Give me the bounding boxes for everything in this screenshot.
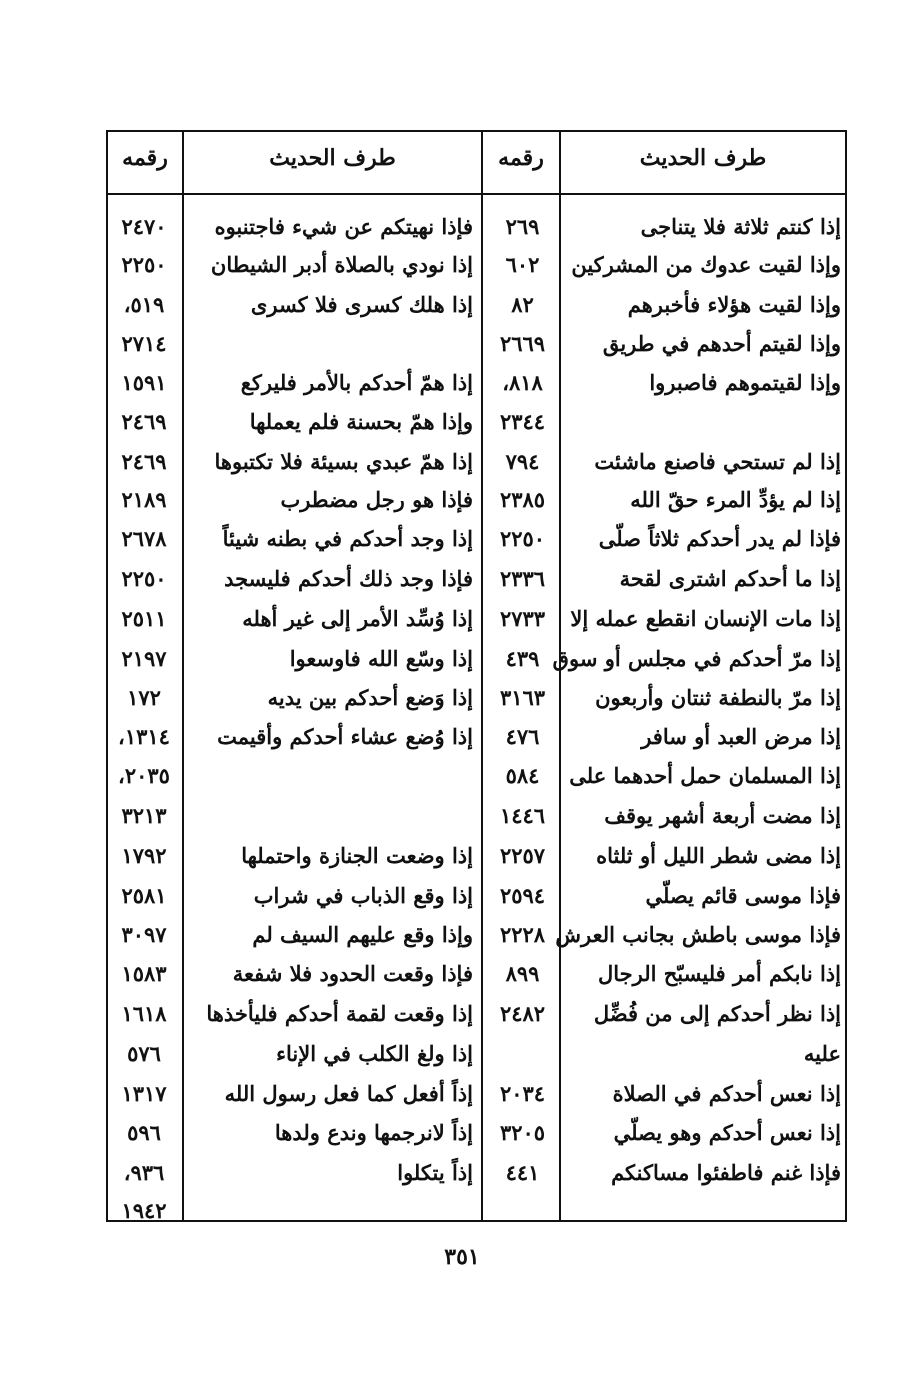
hadith-text-right: وإذا لقيت هؤلاء فأخبرهم: [627, 292, 841, 317]
table-row: [106, 1035, 847, 1073]
hadith-number-right: ٨٩٩: [505, 961, 540, 986]
table-row: [106, 718, 847, 756]
hadith-text-left: إذا همّ عبدي بسيئة فلا تكتبوها: [214, 449, 473, 474]
header-number-right: رقمه: [498, 145, 544, 171]
hadith-text-left: إذا وُسِّد الأمر إلى غير أهله: [242, 606, 473, 631]
hadith-number-right: ٣١٦٣: [499, 685, 546, 710]
hadith-number-right: ٢٦٩: [505, 214, 540, 239]
hadith-text-right: إذا مرّ أحدكم في مجلس أو سوق: [552, 646, 841, 671]
hadith-text-right: إذا لم تستحي فاصنع ماشئت: [594, 449, 841, 474]
hadith-text-right: [567, 403, 847, 441]
hadith-number-left: ٢١٨٩: [121, 487, 167, 512]
hadith-number-right: ٢٦٦٩: [499, 331, 546, 356]
hadith-number-left: ١٩٤٢: [121, 1198, 167, 1223]
table-row: [106, 757, 847, 795]
hadith-text-right: إذا مات الإنسان انقطع عمله إلا: [570, 606, 841, 631]
hadith-text-left: إذاً أفعل كما فعل رسول الله: [224, 1081, 473, 1106]
hadith-text-right: إذا ما أحدكم اشترى لقحة: [619, 566, 841, 591]
hadith-text-left: وإذا وقع عليهم السيف لم: [252, 922, 473, 947]
hadith-number-right: ٢٥٩٤: [499, 883, 546, 908]
page-number: ٣٥١: [444, 1244, 480, 1270]
table-row: [106, 995, 847, 1033]
table-row: [106, 1075, 847, 1113]
hadith-text-right: إذا نابكم أمر فليسبّح الرجال: [597, 961, 841, 986]
hadith-number-left: ٥٩٦: [127, 1120, 161, 1145]
table-row: [106, 443, 847, 481]
hadith-number-right: ٤٣٩: [505, 646, 540, 671]
hadith-text-left: إذا همّ أحدكم بالأمر فليركع: [240, 370, 473, 395]
hadith-number-right: ١٤٤٦: [499, 803, 546, 828]
hadith-text-left: إذا وسّع الله فاوسعوا: [289, 646, 473, 671]
table-row: [106, 1154, 847, 1192]
hadith-number-right: ٦٠٢: [505, 252, 540, 277]
hadith-number-left: ٢٥١١: [121, 606, 167, 631]
hadith-text-right: إذا المسلمان حمل أحدهما على: [569, 763, 841, 788]
hadith-text-right: وإذا لقيت عدوك من المشركين: [571, 252, 841, 277]
hadith-number-right: ٧٩٤: [505, 449, 540, 474]
hadith-text-left: فإذا نهيتكم عن شيء فاجتنبوه: [214, 214, 473, 239]
hadith-text-right: وإذا لقيتم أحدهم في طريق: [602, 331, 841, 356]
table-row: [106, 246, 847, 284]
hadith-text-left: [193, 797, 483, 835]
table-row: [106, 640, 847, 678]
hadith-text-left: إذا وقعت لقمة أحدكم فليأخذها: [206, 1001, 473, 1026]
hadith-number-right: ٢٧٣٣: [499, 606, 546, 631]
hadith-text-left: إذا هلك كسرى فلا كسرى: [250, 292, 473, 317]
hadith-number-left: ٢٦٧٨: [121, 526, 167, 551]
table-row: [106, 520, 847, 558]
hadith-text-left: فإذا وقعت الحدود فلا شفعة: [232, 961, 473, 986]
hadith-text-right: إذا مرّ بالنطفة ثنتان وأربعون: [595, 685, 841, 710]
hadith-number-left: ٢٤٧٠: [121, 214, 167, 239]
hadith-number-right: ٨١٨،: [502, 370, 543, 395]
hadith-text-right: وإذا لقيتموهم فاصبروا: [649, 370, 841, 395]
hadith-number-right: ٢٢٥٠: [499, 526, 546, 551]
hadith-number-right: ٢٣٨٥: [499, 487, 546, 512]
hadith-number-left: ٢٢٥٠: [121, 252, 167, 277]
hadith-number-right: ٢٣٣٦: [499, 566, 546, 591]
hadith-number-right: ٤٤١: [505, 1160, 540, 1185]
hadith-number-right: [484, 1192, 561, 1230]
hadith-text-right: إذا كنتم ثلاثة فلا يتناجى: [640, 214, 841, 239]
hadith-text-right: إذا مرض العبد أو سافر: [641, 724, 841, 749]
hadith-number-right: ٢٢٢٨: [499, 922, 546, 947]
hadith-number-right: ٣٢٠٥: [499, 1120, 546, 1145]
header-hadith-left: طرف الحديث: [269, 145, 396, 171]
hadith-text-right: إذا نعس أحدكم في الصلاة: [612, 1081, 841, 1106]
hadith-number-left: ١٦١٨: [121, 1001, 167, 1026]
table-row: [106, 325, 847, 363]
hadith-text-right: فإذا موسى باطش بجانب العرش: [555, 922, 841, 947]
hadith-number-right: [484, 1035, 561, 1073]
hadith-number-left: ٢٤٦٩: [121, 409, 167, 434]
hadith-number-left: ١٣١٧: [121, 1081, 167, 1106]
header-divider: [106, 193, 847, 195]
hadith-text-right: إذا مضى شطر الليل أو ثلثاه: [596, 843, 841, 868]
hadith-text-left: إذا وضعت الجنازة واحتملها: [241, 843, 473, 868]
table-row: [106, 560, 847, 598]
hadith-number-left: ١٧٩٢: [121, 843, 167, 868]
table-row: [106, 837, 847, 875]
hadith-text-left: إذا وَضع أحدكم بين يديه: [267, 685, 473, 710]
hadith-number-right: ٨٢: [511, 292, 534, 317]
hadith-text-right: [567, 1192, 847, 1230]
hadith-text-left: إذا نودي بالصلاة أدبر الشيطان: [210, 252, 473, 277]
hadith-number-right: ٢٤٨٢: [499, 1001, 546, 1026]
hadith-number-left: ١٥٨٣: [121, 961, 167, 986]
hadith-number-left: ٢٥٨١: [121, 883, 167, 908]
hadith-text-left: إذا وقع الذباب في شراب: [253, 883, 473, 908]
table-row: [106, 877, 847, 915]
hadith-number-left: ٥١٩،: [123, 292, 165, 317]
hadith-text-left: فإذا هو رجل مضطرب: [280, 487, 473, 512]
hadith-text-left: [193, 1192, 483, 1230]
hadith-number-right: ٢٢٥٧: [499, 843, 546, 868]
hadith-text-right: إذا نظر أحدكم إلى من فُضِّل: [593, 1001, 841, 1026]
hadith-text-left: فإذا وجد ذلك أحدكم فليسجد: [224, 566, 473, 591]
hadith-number-left: ٢٠٣٥،: [118, 763, 170, 788]
hadith-text-right: إذا نعس أحدكم وهو يصلّي: [613, 1120, 841, 1145]
hadith-text-right: فإذا غنم فاطفئوا مساكنكم: [611, 1160, 841, 1185]
hadith-text-left: إذا وُضع عشاء أحدكم وأقيمت: [217, 724, 473, 749]
hadith-text-left: [193, 325, 483, 363]
hadith-text-right: فإذا موسى قائم يصلّي: [645, 883, 841, 908]
hadith-text-left: [193, 757, 483, 795]
hadith-number-left: ٣٢١٣: [121, 803, 167, 828]
hadith-number-left: ٣٠٩٧: [121, 922, 167, 947]
table-row: [106, 955, 847, 993]
table-row: [106, 916, 847, 954]
hadith-text-left: إذا وجد أحدكم في بطنه شيئاً: [222, 526, 473, 551]
hadith-text-left: إذاً لانرجمها وندع ولدها: [274, 1120, 473, 1145]
table-row: [106, 1192, 847, 1230]
table-row: [106, 797, 847, 835]
hadith-number-right: ٤٧٦: [505, 724, 540, 749]
hadith-number-left: ٩٣٦،: [123, 1160, 165, 1185]
hadith-number-left: ٥٧٦: [127, 1041, 161, 1066]
hadith-text-left: إذاً يتكلوا: [397, 1160, 473, 1185]
hadith-number-left: ٢١٩٧: [121, 646, 167, 671]
table-row: [106, 1114, 847, 1152]
header-number-left: رقمه: [122, 145, 168, 171]
table-row: [106, 679, 847, 717]
hadith-number-right: ٢٠٣٤: [499, 1081, 546, 1106]
hadith-text-right: عليه: [803, 1041, 841, 1066]
hadith-number-left: ١٧٢: [127, 685, 161, 710]
hadith-text-right: إذا لم يؤدِّ المرء حقّ الله: [630, 487, 841, 512]
hadith-number-right: ٥٨٤: [505, 763, 540, 788]
table-row: [106, 481, 847, 519]
table-row: [106, 364, 847, 402]
hadith-text-left: إذا ولغ الكلب في الإناء: [276, 1041, 473, 1066]
hadith-number-left: ٢٢٥٠: [121, 566, 167, 591]
hadith-number-left: ٢٧١٤: [121, 331, 167, 356]
header-hadith-right: طرف الحديث: [639, 145, 767, 171]
table-row: [106, 600, 847, 638]
hadith-number-right: ٢٣٤٤: [499, 409, 546, 434]
table-row: [106, 286, 847, 324]
hadith-number-left: ١٣١٤،: [118, 724, 170, 749]
hadith-text-left: وإذا همّ بحسنة فلم يعملها: [249, 409, 473, 434]
hadith-number-left: ١٥٩١: [121, 370, 167, 395]
hadith-text-right: فإذا لم يدر أحدكم ثلاثاً صلّى: [598, 526, 841, 551]
table-row: [106, 403, 847, 441]
hadith-number-left: ٢٤٦٩: [121, 449, 167, 474]
table-row: [106, 208, 847, 246]
hadith-text-right: إذا مضت أربعة أشهر يوقف: [604, 803, 841, 828]
